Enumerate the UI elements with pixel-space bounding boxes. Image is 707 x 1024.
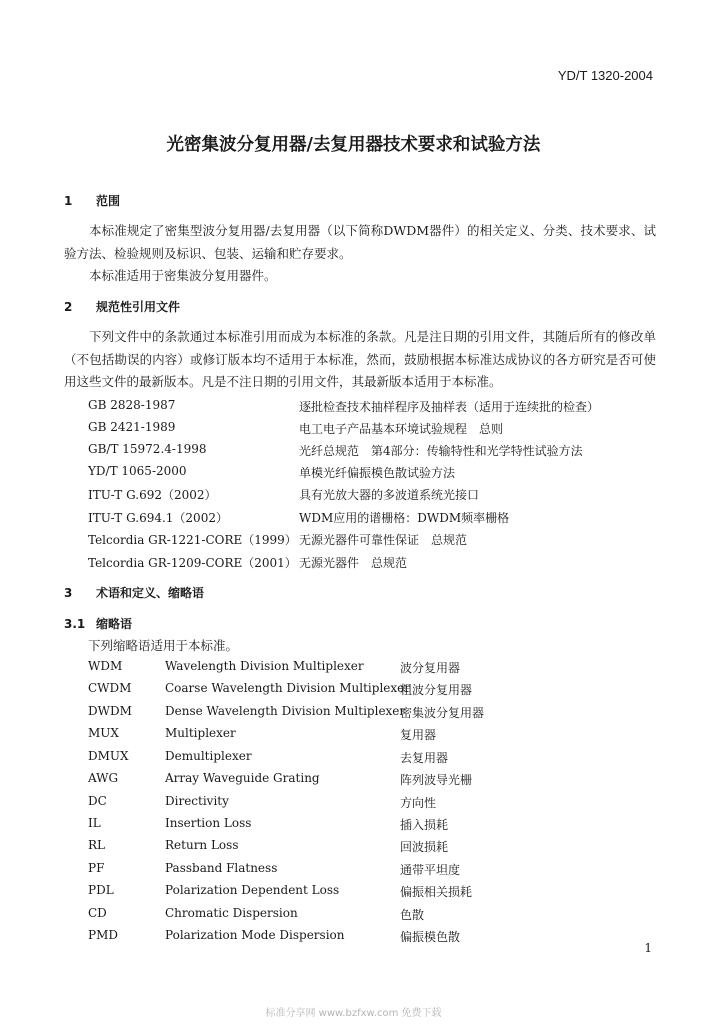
reference-title: 电工电子产品基本环境试验规程 总则 — [299, 422, 504, 436]
section-2-heading — [64, 298, 180, 315]
reference-code: ITU-T G.692（2002） — [88, 488, 217, 502]
abbreviation-chinese: 复用器 — [400, 728, 437, 742]
abbreviation-english: Array Waveguide Grating — [165, 771, 320, 785]
abbreviation: AWG — [88, 771, 119, 785]
abbreviation-chinese: 去复用器 — [400, 751, 449, 765]
paragraph: 本标准适用于密集波分复用器件。 — [89, 268, 277, 283]
abbreviation: PDL — [88, 883, 114, 897]
abbreviation: CWDM — [88, 681, 132, 695]
reference-code: YD/T 1065-2000 — [88, 464, 187, 478]
abbreviation-english: Chromatic Dispersion — [165, 906, 298, 920]
abbreviation-english: Wavelength Division Multiplexer — [165, 659, 364, 673]
section-number: 2 — [64, 300, 73, 314]
abbreviation-english: Insertion Loss — [165, 816, 252, 830]
abbreviation-chinese: 方向性 — [400, 796, 437, 810]
abbreviation-row — [88, 681, 648, 703]
section-1-heading — [64, 192, 120, 209]
abbreviation-english: Polarization Dependent Loss — [165, 883, 340, 897]
section-title: 缩略语 — [96, 617, 133, 631]
abbreviation-row — [88, 659, 648, 681]
section-title: 范围 — [96, 194, 121, 208]
section-3-heading — [64, 584, 204, 601]
reference-code: Telcordia GR-1209-CORE（2001） — [88, 556, 297, 570]
document-title: 光密集波分复用器/去复用器技术要求和试验方法 — [166, 135, 541, 155]
reference-title: WDM应用的谱栅格：DWDM频率栅格 — [299, 511, 510, 525]
paragraph: 下列文件中的条款通过本标准引用而成为本标准的条款。凡是注日期的引用文件，其随后所有的修改单（不包括勘误的内容）或修订版本均不适用于本标准，然而，鼓励根据本标准达成协议的各方研究是否可使用这些文件的最新版本。凡是不注日期的引用文件，其最新版本适用于本标准。 — [64, 329, 656, 389]
watermark: 标准分享网 www.bzfxw.com 免费下载 — [265, 1008, 442, 1019]
abbreviation: MUX — [88, 726, 119, 740]
abbreviation-english: Multiplexer — [165, 726, 236, 740]
abbreviation: IL — [88, 816, 101, 830]
abbreviation: PMD — [88, 928, 118, 942]
abbreviation-chinese: 色散 — [400, 908, 425, 922]
section-3-1-heading — [64, 615, 132, 632]
abbreviation: RL — [88, 838, 106, 852]
section-2-intro — [64, 326, 656, 394]
section-3-1-intro: 下列缩略语适用于本标准。 — [88, 638, 239, 653]
reference-row — [88, 554, 648, 576]
reference-title: 逐批检查技术抽样程序及抽样表（适用于连续批的检查） — [299, 400, 600, 414]
section-number: 1 — [64, 194, 73, 208]
reference-row — [88, 442, 648, 464]
abbreviation-row — [88, 816, 648, 838]
abbreviation-chinese: 回波损耗 — [400, 840, 449, 854]
abbreviation-chinese: 偏振相关损耗 — [400, 885, 473, 899]
abbreviation-row — [88, 726, 648, 748]
reference-title: 无源光器件 总规范 — [299, 556, 408, 570]
abbreviation-chinese: 偏振模色散 — [400, 930, 461, 944]
section-number: 3 — [64, 586, 73, 600]
abbreviation-chinese: 插入损耗 — [400, 818, 449, 832]
abbreviation: PF — [88, 861, 105, 875]
abbreviation-chinese: 密集波分复用器 — [400, 706, 485, 720]
abbreviation-row — [88, 794, 648, 816]
reference-row — [88, 398, 648, 420]
page-number: 1 — [644, 941, 652, 955]
reference-title: 具有光放大器的多波道系统光接口 — [299, 488, 480, 502]
abbreviation: WDM — [88, 659, 123, 673]
abbreviation: DWDM — [88, 704, 132, 718]
abbreviation-row — [88, 928, 648, 950]
abbreviation-english: Coarse Wavelength Division Multiplexer — [165, 681, 410, 695]
abbreviation-chinese: 波分复用器 — [400, 661, 461, 675]
reference-code: ITU-T G.694.1（2002） — [88, 511, 228, 525]
standard-number: YD/T 1320-2004 — [557, 68, 653, 83]
section-number: 3.1 — [64, 617, 86, 631]
reference-code: GB 2421-1989 — [88, 420, 176, 434]
abbreviation-row — [88, 749, 648, 771]
abbreviation: DC — [88, 794, 107, 808]
abbreviation: CD — [88, 906, 107, 920]
reference-row — [88, 509, 648, 531]
abbreviation-row — [88, 906, 648, 928]
reference-title: 光纤总规范 第4部分：传输特性和光学特性试验方法 — [299, 444, 583, 458]
reference-code: Telcordia GR-1221-CORE（1999） — [88, 533, 297, 547]
abbreviation-english: Demultiplexer — [165, 749, 252, 763]
abbreviation-english: Passband Flatness — [165, 861, 278, 875]
abbreviation: DMUX — [88, 749, 129, 763]
reference-code: GB 2828-1987 — [88, 398, 176, 412]
abbreviation-english: Polarization Mode Dispersion — [165, 928, 345, 942]
section-1-body — [64, 220, 656, 288]
section-title: 术语和定义、缩略语 — [96, 586, 205, 600]
abbreviation-row — [88, 838, 648, 860]
reference-title: 单模光纤偏振模色散试验方法 — [299, 466, 456, 480]
abbreviation-english: Return Loss — [165, 838, 239, 852]
reference-row — [88, 486, 648, 508]
abbreviation-row — [88, 704, 648, 726]
reference-title: 无源光器件可靠性保证 总规范 — [299, 533, 468, 547]
abbreviation-chinese: 通带平坦度 — [400, 863, 461, 877]
section-title: 规范性引用文件 — [96, 300, 181, 314]
abbreviation-english: Directivity — [165, 794, 229, 808]
reference-row — [88, 531, 648, 553]
abbreviation-row — [88, 883, 648, 905]
abbreviation-chinese: 粗波分复用器 — [400, 683, 473, 697]
reference-code: GB/T 15972.4-1998 — [88, 442, 207, 456]
reference-row — [88, 464, 648, 486]
abbreviation-chinese: 阵列波导光栅 — [400, 773, 473, 787]
paragraph: 本标准规定了密集型波分复用器/去复用器（以下简称DWDM器件）的相关定义、分类、技术要求、试验方法、检验规则及标识、包装、运输和贮存要求。 — [64, 223, 656, 261]
abbreviation-english: Dense Wavelength Division Multiplexer — [165, 704, 406, 718]
reference-row — [88, 420, 648, 442]
abbreviation-row — [88, 861, 648, 883]
abbreviation-row — [88, 771, 648, 793]
